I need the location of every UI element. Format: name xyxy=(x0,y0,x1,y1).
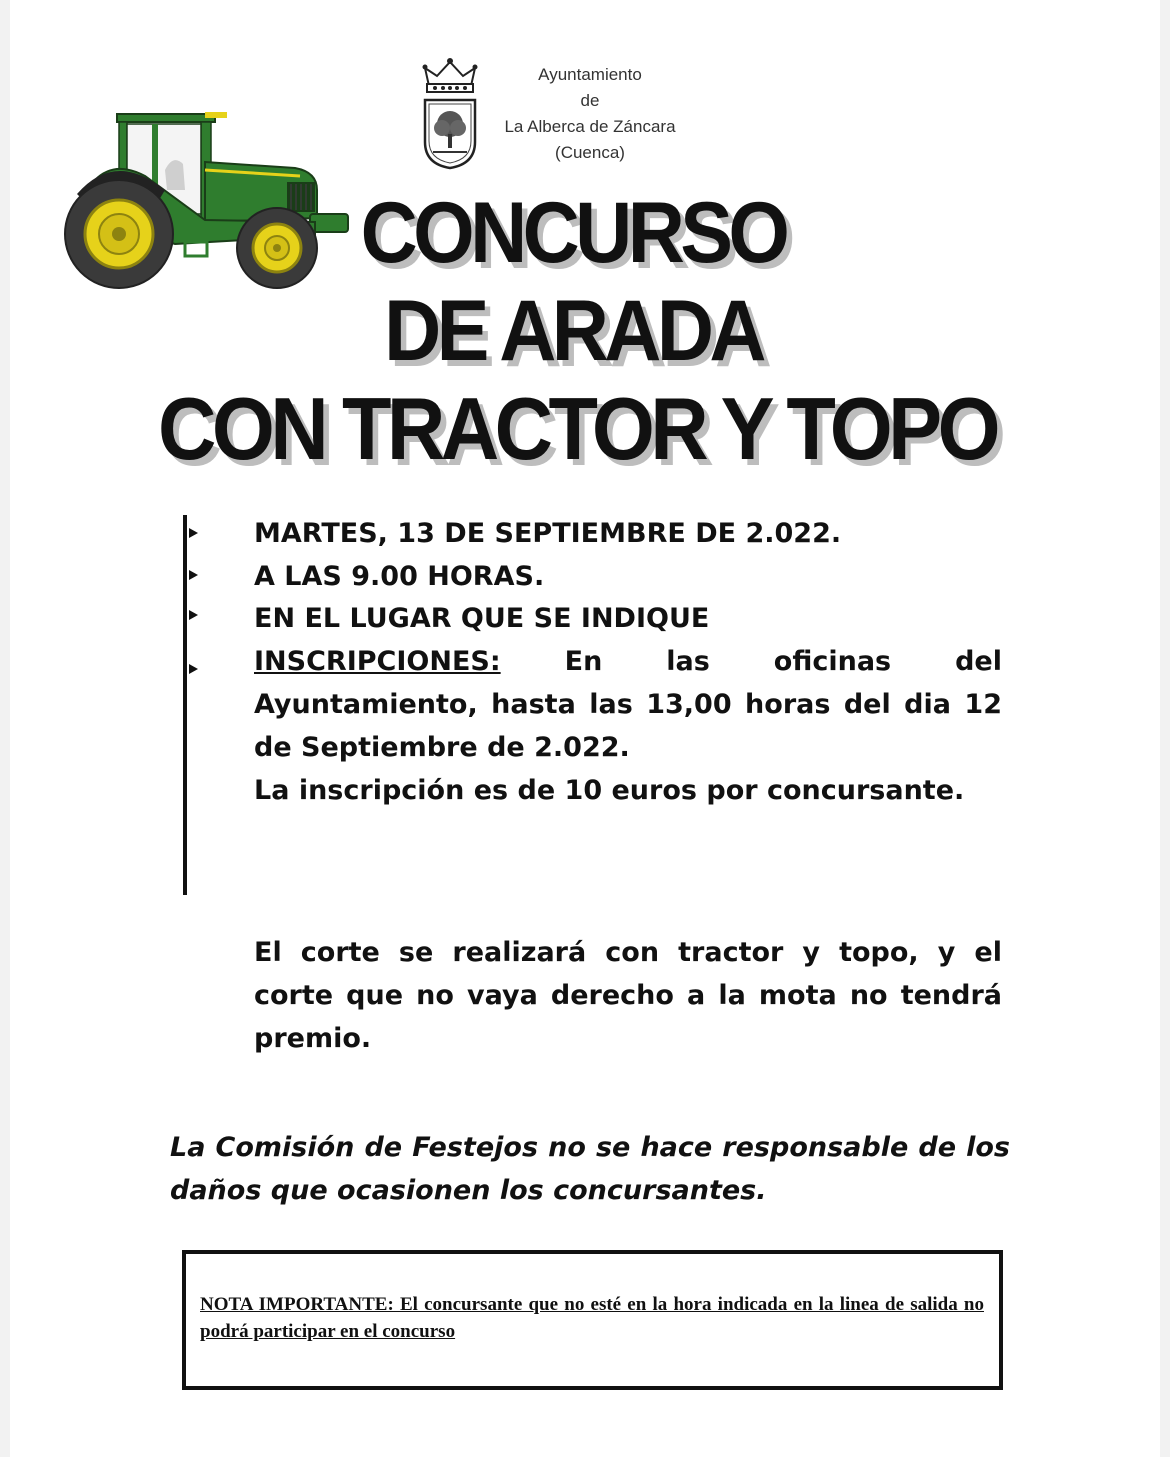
detail-place: EN EL LUGAR QUE SE INDIQUE xyxy=(254,603,710,634)
arrow-bullet-icon xyxy=(189,610,198,620)
inscriptions-text: En las oficinas del Ayuntamiento, hasta las 13,00 horas del dia 12 de Septiembre de 2.022. xyxy=(254,646,1002,763)
detail-time: A LAS 9.00 HORAS. xyxy=(254,561,545,592)
title-line-2: DE ARADA xyxy=(384,283,762,379)
detail-date: MARTES, 13 DE SEPTIEMBRE DE 2.022. xyxy=(254,518,842,549)
header-line-2: de xyxy=(580,91,600,110)
header-line-1: Ayuntamiento xyxy=(538,65,642,84)
note-text: NOTA IMPORTANTE: El concursante que no esté en la hora indicada en la linea de salida no podrá participar en el concurso xyxy=(200,1294,984,1342)
poster-page xyxy=(10,0,1160,1457)
arrow-bullet-icon xyxy=(189,664,198,674)
inscriptions-label: INSCRIPCIONES: xyxy=(254,646,501,677)
coat-of-arms-icon xyxy=(415,56,485,172)
arrow-bullet-icon xyxy=(189,528,198,538)
municipality-header xyxy=(480,62,700,166)
detail-inscriptions xyxy=(254,640,1002,769)
header-line-3: La Alberca de Záncara xyxy=(504,117,676,136)
rule-text: El corte se realizará con tractor y topo, y el corte que no vaya derecho a la mota no tendrá premio. xyxy=(254,937,1002,1054)
disclaimer-text: La Comisión de Festejos no se hace responsable de los daños que ocasionen los concursantes. xyxy=(170,1132,1010,1206)
header-line-4: (Cuenca) xyxy=(555,143,625,162)
detail-fee: La inscripción es de 10 euros por concursante. xyxy=(254,775,965,806)
title-line-3: CON TRACTOR Y TOPO xyxy=(158,379,996,478)
title-line-1: CONCURSO xyxy=(360,185,786,281)
list-rule-line xyxy=(183,515,187,895)
arrow-bullet-icon xyxy=(189,570,198,580)
